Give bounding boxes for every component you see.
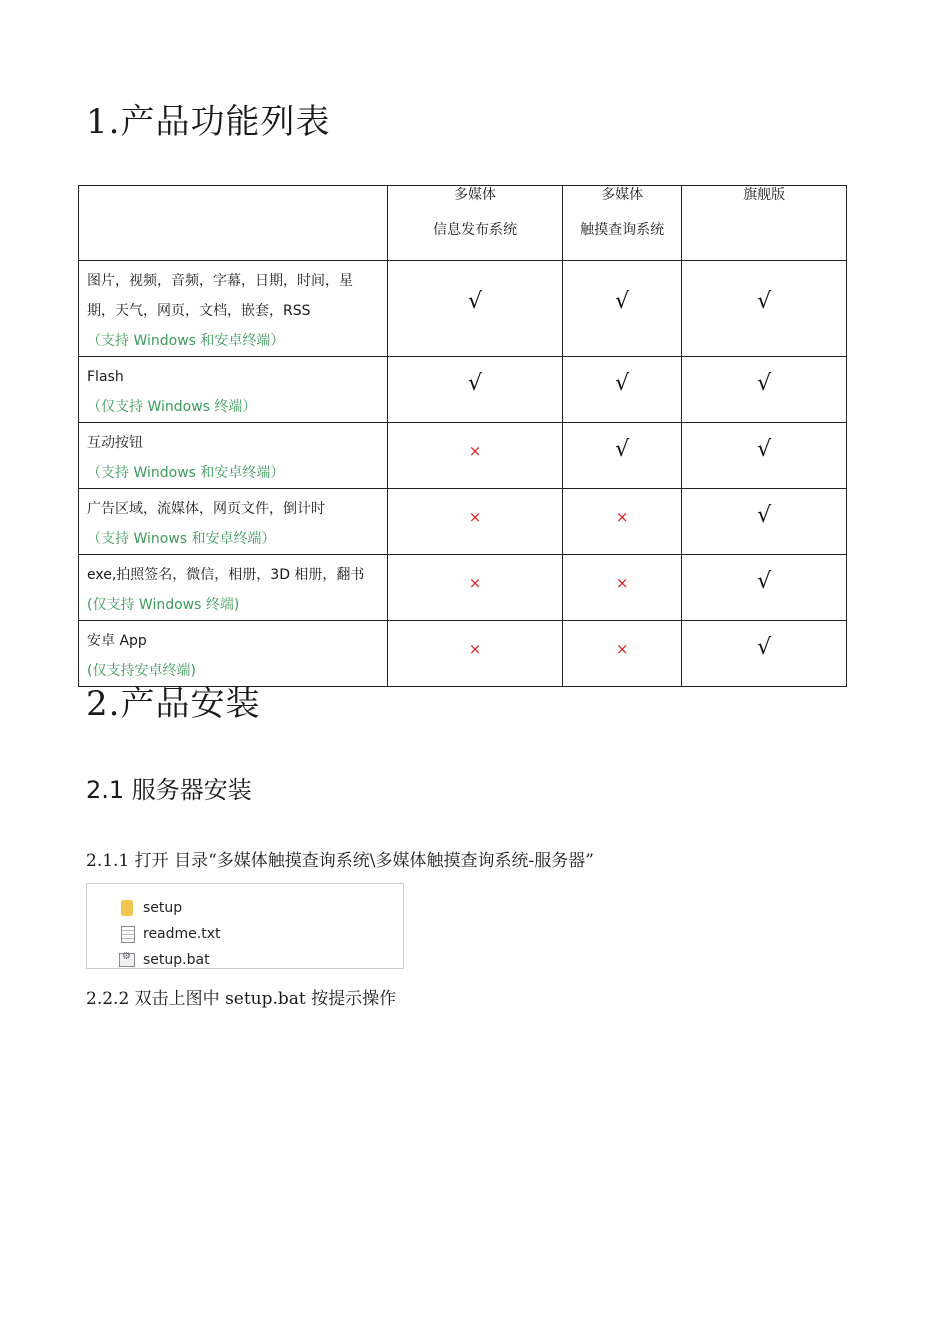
section-title-installation: 2.产品安装: [86, 684, 261, 724]
support-note: （仅支持 Windows 终端）: [87, 399, 257, 415]
file-name: setup: [143, 900, 183, 916]
feature-cell: 安卓 App (仅支持安卓终端): [79, 621, 388, 687]
table-header-row: [79, 186, 847, 261]
step-run-setup: 2.2.2 双击上图中 setup.bat 按提示操作: [86, 989, 397, 1009]
file-name: readme.txt: [143, 926, 221, 942]
header-flagship: 旗舰版: [682, 186, 847, 261]
cross-mark-icon: ×: [468, 442, 482, 460]
check-mark-icon: √: [757, 503, 772, 528]
check-mark-icon: √: [757, 289, 772, 314]
folder-icon: [121, 900, 133, 916]
cross-mark-icon: ×: [615, 508, 629, 526]
cross-mark-icon: ×: [615, 574, 629, 592]
subsection-title-server-install: 2.1 服务器安装: [86, 776, 252, 804]
cross-mark-icon: ×: [468, 640, 482, 658]
file-name: setup.bat: [143, 952, 210, 968]
check-mark-icon: √: [757, 371, 772, 396]
feature-table: [78, 185, 847, 687]
file-explorer-screenshot: [86, 883, 404, 969]
file-item-setup-folder[interactable]: [119, 898, 182, 918]
batch-file-icon: [119, 953, 135, 967]
section-title-product-features: 1.产品功能列表: [86, 102, 331, 142]
support-note: (仅支持安卓终端): [87, 663, 196, 679]
file-item-readme[interactable]: [119, 924, 221, 944]
feature-cell: Flash （仅支持 Windows 终端）: [79, 357, 388, 423]
check-mark-icon: √: [468, 289, 483, 314]
support-note: （支持 Winows 和安卓终端）: [87, 531, 276, 547]
feature-cell: exe,拍照签名，微信，相册，3D 相册，翻书 (仅支持 Windows 终端): [79, 555, 388, 621]
feature-cell: 互动按钮 （支持 Windows 和安卓终端）: [79, 423, 388, 489]
table-row: [79, 261, 847, 357]
check-mark-icon: √: [615, 371, 630, 396]
step-open-directory: 2.1.1 打开 目录“多媒体触摸查询系统\多媒体触摸查询系统-服务器”: [86, 851, 594, 871]
cross-mark-icon: ×: [468, 508, 482, 526]
header-info-release: 多媒体 信息发布系统: [388, 186, 563, 261]
support-note: （支持 Windows 和安卓终端）: [87, 465, 285, 481]
support-note: （支持 Windows 和安卓终端）: [87, 333, 285, 349]
cross-mark-icon: ×: [615, 640, 629, 658]
check-mark-icon: √: [615, 289, 630, 314]
feature-cell: 图片，视频，音频，字幕，日期，时间，星 期，天气，网页，文档，嵌套，RSS （支持 Windows 和安卓终端）: [79, 261, 388, 357]
check-mark-icon: √: [468, 371, 483, 396]
check-mark-icon: √: [757, 437, 772, 462]
table-row: [79, 555, 847, 621]
table-row: [79, 423, 847, 489]
text-file-icon: [121, 926, 135, 943]
header-touch-query: 多媒体 触摸查询系统: [562, 186, 681, 261]
cross-mark-icon: ×: [468, 574, 482, 592]
check-mark-icon: √: [615, 437, 630, 462]
check-mark-icon: √: [757, 635, 772, 660]
header-empty-cell: [79, 186, 388, 261]
feature-cell: 广告区域，流媒体，网页文件，倒计时 （支持 Winows 和安卓终端）: [79, 489, 388, 555]
table-row: [79, 357, 847, 423]
support-note: (仅支持 Windows 终端): [87, 597, 240, 613]
check-mark-icon: √: [757, 569, 772, 594]
file-item-setup-bat[interactable]: [119, 950, 210, 970]
table-row: [79, 489, 847, 555]
